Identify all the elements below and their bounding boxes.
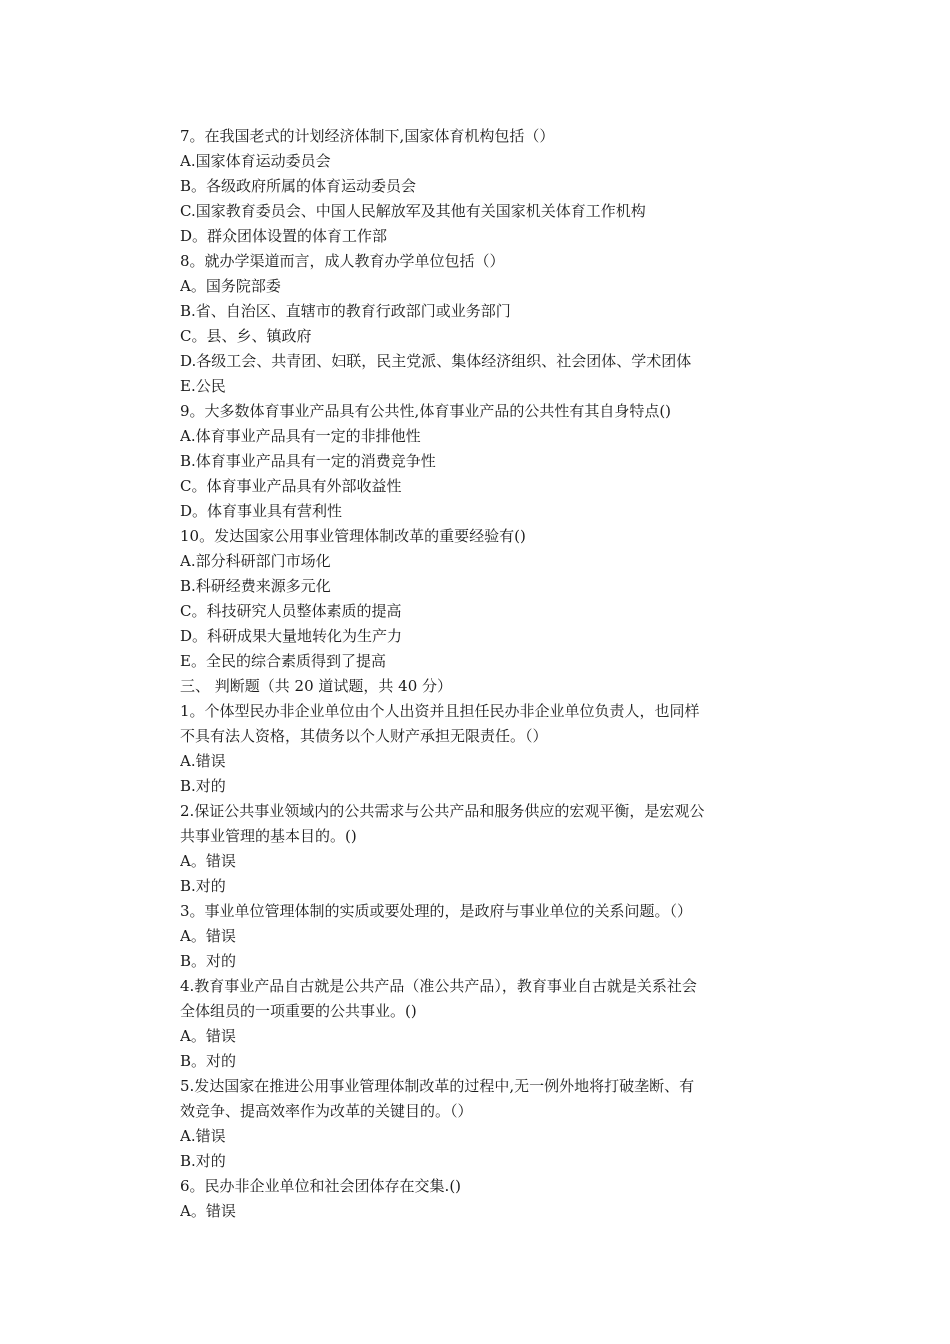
question-7: 7。在我国老式的计划经济体制下,国家体育机构包括（） [180, 127, 555, 145]
judge-5-option-a: A.错误 [180, 1127, 226, 1145]
judge-3-option-a: A。错误 [180, 927, 236, 945]
document-body [180, 124, 780, 1224]
judge-2-line-2: 共事业管理的基本目的。() [180, 827, 357, 845]
judge-4-line-1: 4.教育事业产品自古就是公共产品（准公共产品），教育事业自古就是关系社会 [180, 977, 697, 995]
option-10d: D。科研成果大量地转化为生产力 [180, 627, 403, 645]
question-8: 8。就办学渠道而言，成人教育办学单位包括（） [180, 252, 505, 270]
option-8e: E.公民 [180, 377, 226, 395]
option-9d: D。体育事业具有营利性 [180, 502, 343, 520]
question-9: 9。大多数体育事业产品具有公共性,体育事业产品的公共性有其自身特点() [180, 402, 672, 420]
option-10c: C。科技研究人员整体素质的提高 [180, 602, 402, 620]
option-9b: B.体育事业产品具有一定的消费竞争性 [180, 452, 436, 470]
judge-1-option-b: B.对的 [180, 777, 226, 795]
judge-4-option-a: A。错误 [180, 1027, 236, 1045]
option-7a: A.国家体育运动委员会 [180, 152, 331, 170]
judge-2-option-a: A。错误 [180, 852, 236, 870]
judge-3: 3。事业单位管理体制的实质或要处理的，是政府与事业单位的关系问题。（） [180, 902, 693, 920]
option-7b: B。各级政府所属的体育运动委员会 [180, 177, 417, 195]
judge-5-option-b: B.对的 [180, 1152, 226, 1170]
option-8d: D.各级工会、共青团、妇联，民主党派、集体经济组织、社会团体、学术团体 [180, 352, 692, 370]
option-7d: D。群众团体设置的体育工作部 [180, 227, 388, 245]
option-10e: E。全民的综合素质得到了提高 [180, 652, 386, 670]
judge-4-option-b: B。对的 [180, 1052, 237, 1070]
option-8a: A。国务院部委 [180, 277, 281, 295]
judge-1-line-1: 1。个体型民办非企业单位由个人出资并且担任民办非企业单位负责人，也同样 [180, 702, 700, 720]
judge-4-line-2: 全体组员的一项重要的公共事业。() [180, 1002, 417, 1020]
question-10: 10。发达国家公用事业管理体制改革的重要经验有() [180, 527, 526, 545]
judge-3-option-b: B。对的 [180, 952, 237, 970]
judge-6-option-a: A。错误 [180, 1202, 236, 1220]
judge-1-line-2: 不具有法人资格，其债务以个人财产承担无限责任。（） [180, 727, 548, 745]
option-8b: B.省、自治区、直辖市的教育行政部门或业务部门 [180, 302, 511, 320]
option-10b: B.科研经费来源多元化 [180, 577, 331, 595]
option-8c: C。县、乡、镇政府 [180, 327, 312, 345]
judge-5-line-2: 效竞争、提高效率作为改革的关键目的。（） [180, 1102, 473, 1120]
judge-1-option-a: A.错误 [180, 752, 226, 770]
option-9c: C。体育事业产品具有外部收益性 [180, 477, 402, 495]
judge-2-line-1: 2.保证公共事业领域内的公共需求与公共产品和服务供应的宏观平衡，是宏观公 [180, 802, 705, 820]
option-7c: C.国家教育委员会、中国人民解放军及其他有关国家机关体育工作机构 [180, 202, 646, 220]
section-heading: 三、 判断题（共 20 道试题，共 40 分） [180, 677, 453, 695]
judge-5-line-1: 5.发达国家在推进公用事业管理体制改革的过程中,无一例外地将打破垄断、有 [180, 1077, 695, 1095]
judge-6: 6。民办非企业单位和社会团体存在交集.() [180, 1177, 462, 1195]
option-9a: A.体育事业产品具有一定的非排他性 [180, 427, 421, 445]
option-10a: A.部分科研部门市场化 [180, 552, 331, 570]
judge-2-option-b: B.对的 [180, 877, 226, 895]
